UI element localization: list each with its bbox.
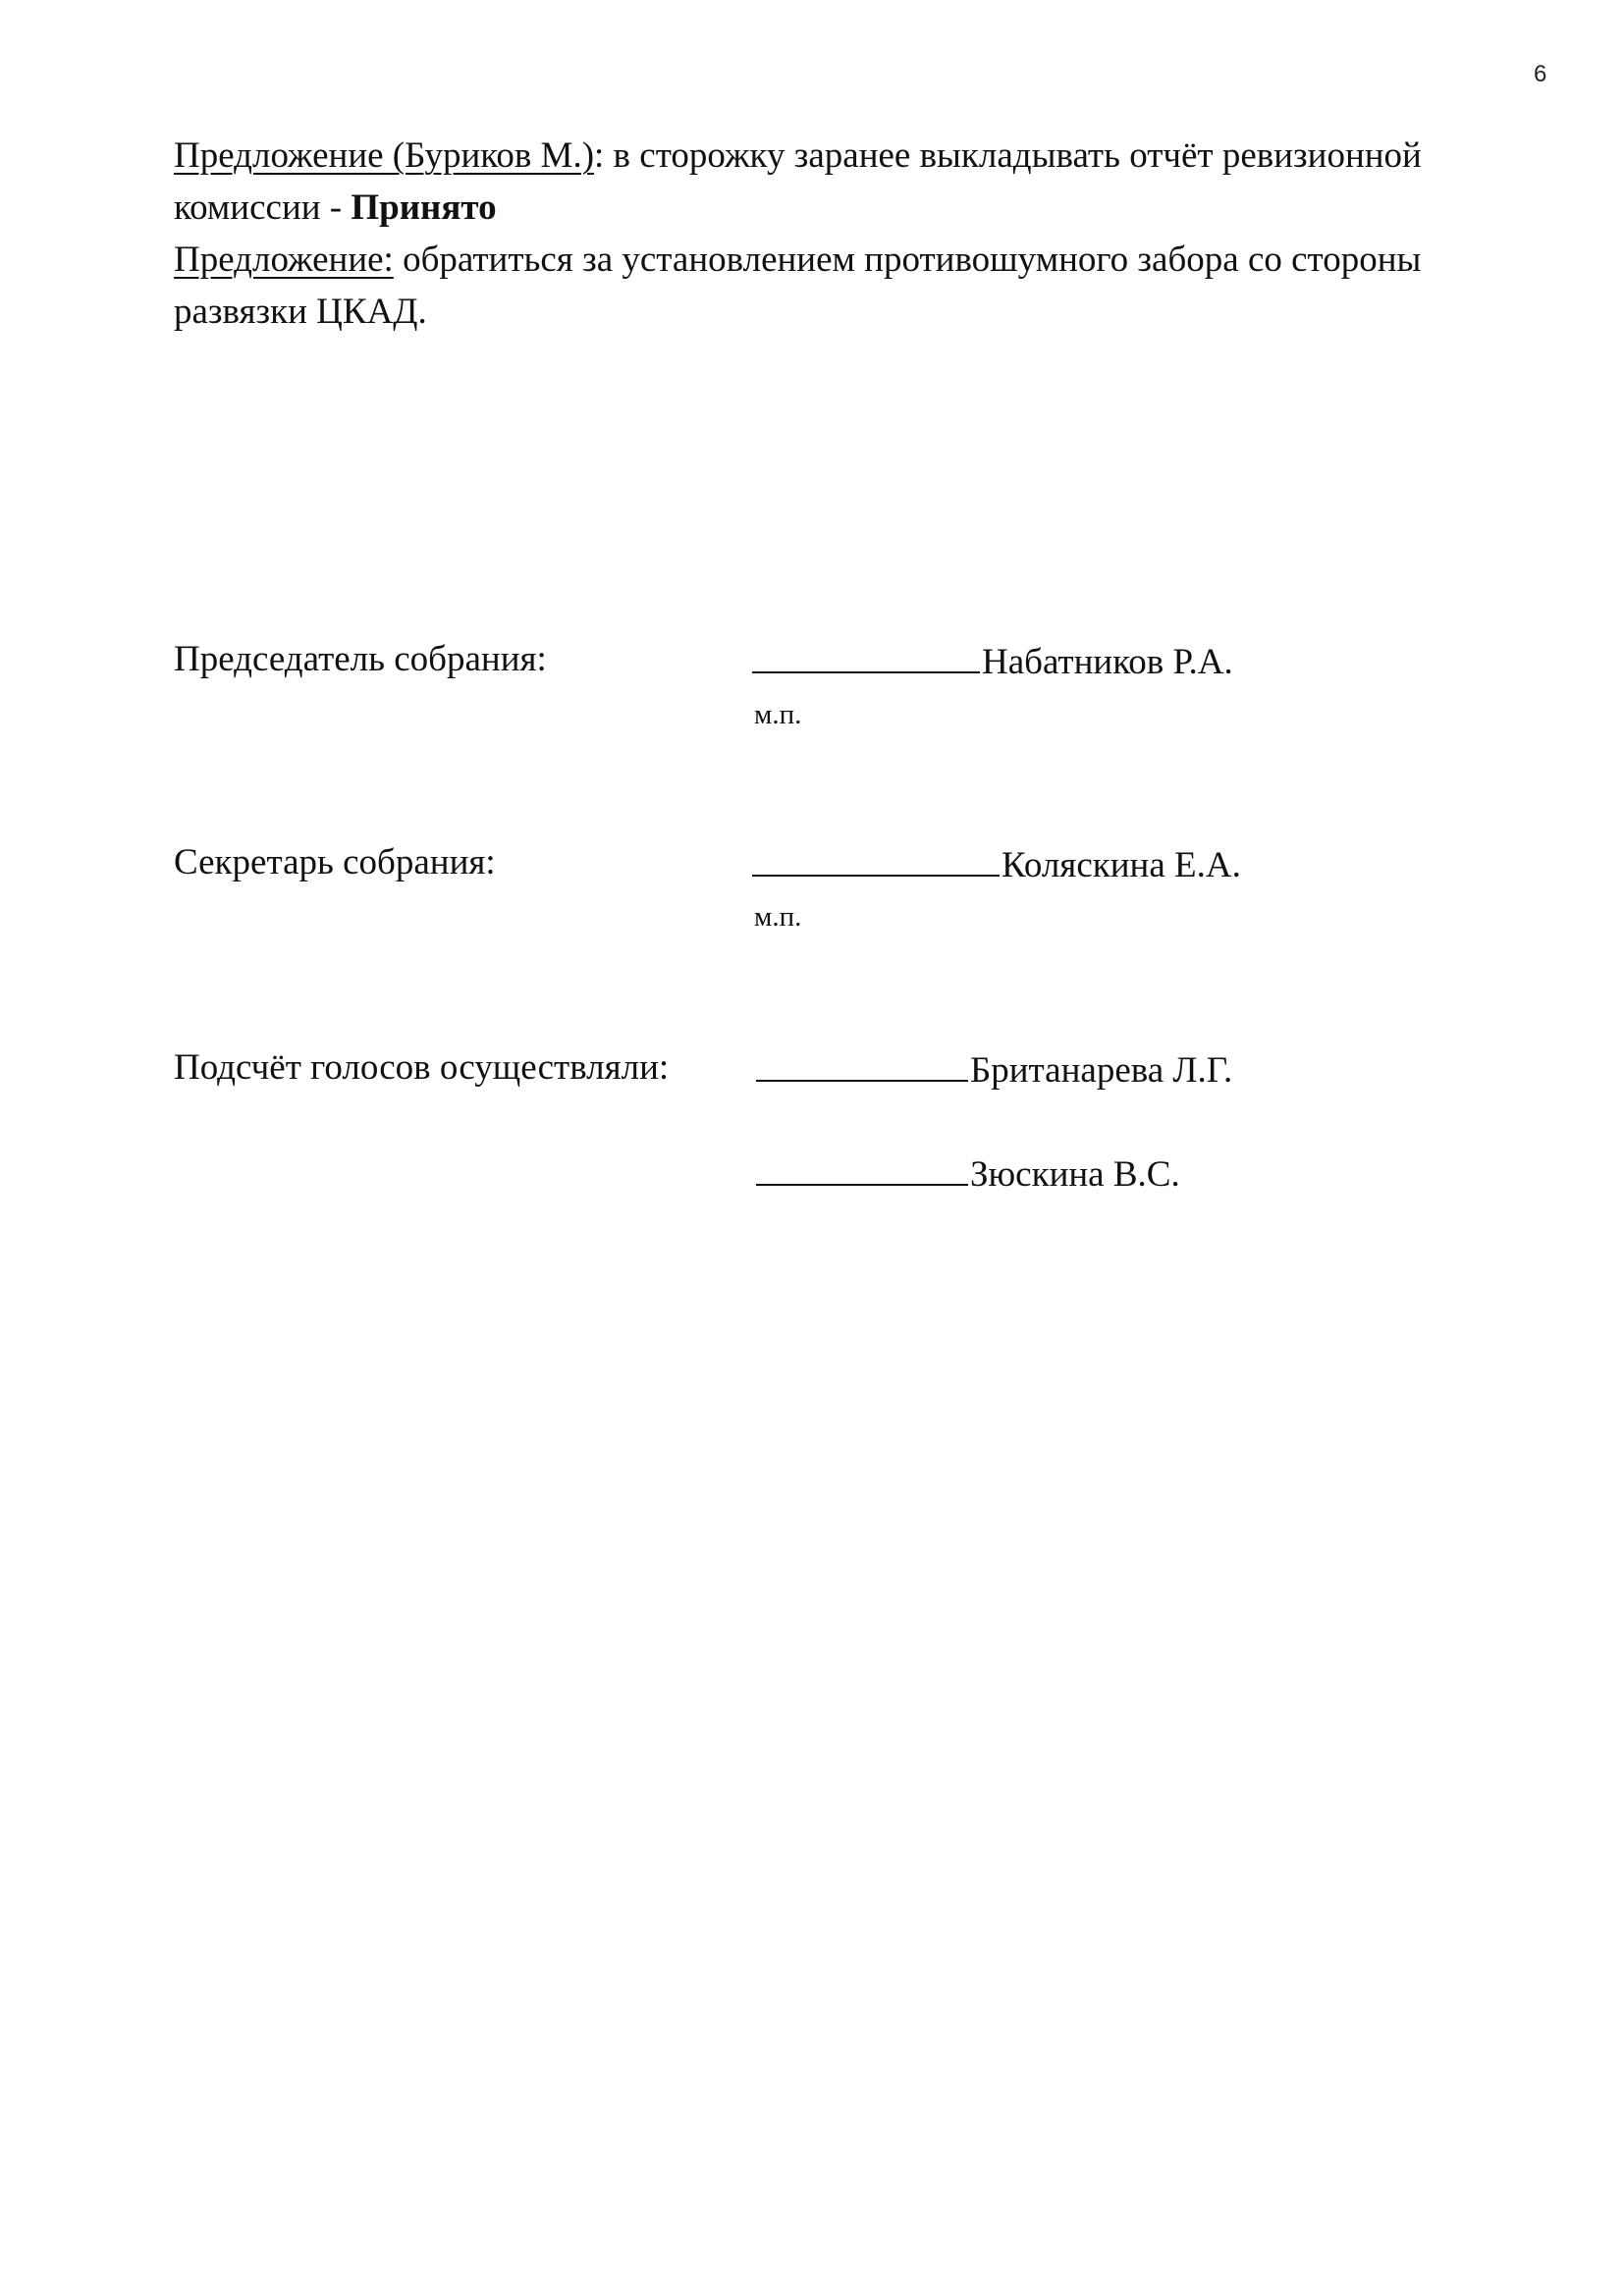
- secretary-name: Коляскина Е.А.: [1001, 845, 1241, 885]
- secretary-signature-line: [752, 841, 1241, 886]
- chairman-seal-mark: м.п.: [754, 699, 802, 730]
- proposal-1-result: Принято: [351, 187, 497, 228]
- proposal-1-text: : в сторожку заранее выкладывать отчёт ревизионной комиссии -: [174, 135, 1422, 228]
- proposal-1-label: Предложение (Буриков М.): [174, 135, 595, 176]
- proposal-2-label: Предложение:: [174, 240, 394, 280]
- secretary-seal-mark: м.п.: [754, 901, 802, 933]
- counter-1-signature-blank: [756, 1046, 968, 1082]
- chairman-name: Набатников Р.А.: [982, 642, 1233, 682]
- vote-counters-label: Подсчёт голосов осуществляли:: [174, 1047, 670, 1088]
- secretary-signature-blank: [752, 841, 1000, 877]
- counter-2-signature-line: [756, 1150, 1180, 1196]
- counter-1-name: Британарева Л.Г.: [970, 1050, 1233, 1091]
- chairman-signature-blank: [752, 638, 980, 673]
- counter-2-signature-blank: [756, 1150, 968, 1186]
- secretary-label: Секретарь собрания:: [174, 842, 496, 882]
- chairman-signature-line: [752, 638, 1233, 683]
- proposal-1: [174, 130, 1529, 234]
- proposal-2-text: обратиться за установлением противошумного забора со стороны развязки ЦКАД.: [174, 240, 1422, 332]
- counter-2-name: Зюскина В.С.: [970, 1154, 1180, 1195]
- counter-1-signature-line: [756, 1046, 1232, 1092]
- page-number: 6: [1534, 61, 1547, 87]
- proposals-section: [174, 130, 1529, 338]
- proposal-2: [174, 234, 1529, 338]
- chairman-label: Председатель собрания:: [174, 639, 547, 679]
